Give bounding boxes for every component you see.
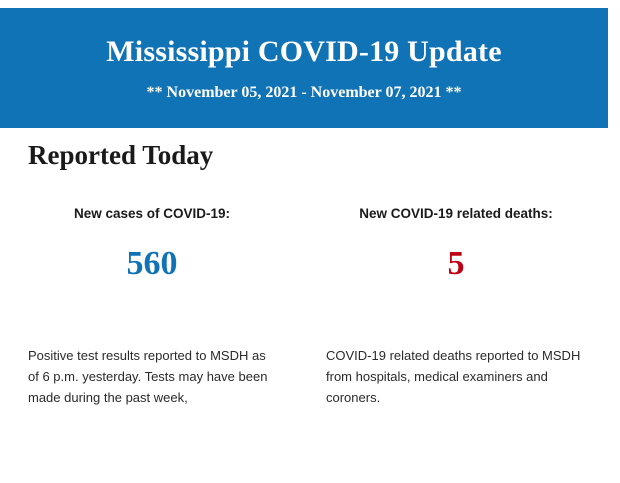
description-new-deaths [304, 345, 608, 408]
stat-value: 560 [126, 245, 178, 282]
stat-new-deaths [304, 206, 608, 281]
stat-label: New COVID-19 related deaths: [359, 206, 553, 221]
stat-label: New cases of COVID-19: [73, 206, 231, 221]
stats-row [0, 206, 608, 281]
page-title: Mississippi COVID-19 Update [106, 34, 502, 68]
stat-value: 5 [447, 245, 465, 282]
description-new-cases [0, 345, 304, 408]
description-text: COVID-19 related deaths reported to MSDH from hospitals, medical examiners and coroners. [326, 348, 581, 406]
header-banner [0, 8, 608, 128]
date-range-label: ** November 05, 2021 - November 07, 2021 ** [146, 83, 462, 101]
section-heading-reported-today: Reported Today [28, 140, 214, 170]
stat-new-cases [0, 206, 304, 281]
descriptions-row [0, 345, 608, 408]
description-text: Positive test results reported to MSDH as of 6 p.m. yesterday. Tests may have been made during the past week, [28, 348, 268, 406]
